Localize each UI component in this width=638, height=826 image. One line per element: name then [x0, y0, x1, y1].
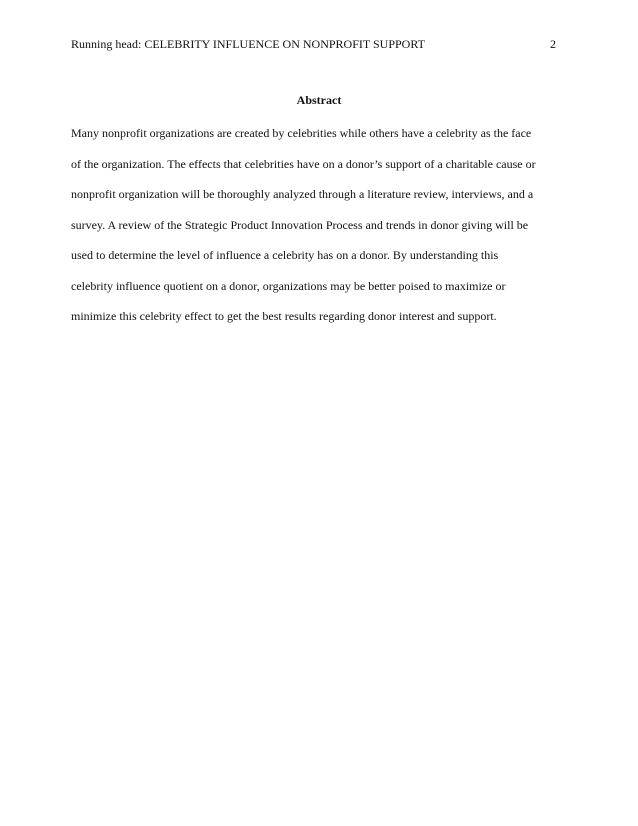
abstract-line: survey. A review of the Strategic Product Innovation Process and trends in donor giving will be: [71, 217, 529, 232]
abstract-line: minimize this celebrity effect to get the best results regarding donor interest and support.: [71, 309, 497, 323]
page-number: 2: [550, 37, 556, 51]
abstract-line: nonprofit organization will be thoroughly analyzed through a literature review, interviews, and a: [71, 187, 534, 201]
abstract-line: of the organization. The effects that celebrities have on a donor’s support of a charitable cause or: [71, 156, 536, 171]
abstract-body: [71, 126, 571, 340]
abstract-line: celebrity influence quotient on a donor, organizations may be better poised to maximize or: [71, 278, 506, 293]
abstract-line: Many nonprofit organizations are created by celebrities while others have a celebrity as the face: [71, 126, 532, 140]
abstract-title: Abstract: [296, 93, 342, 107]
running-head: Running head: CELEBRITY INFLUENCE ON NONPROFIT SUPPORT: [71, 37, 425, 51]
abstract-line: used to determine the level of influence a celebrity has on a donor. By understanding this: [71, 248, 499, 262]
